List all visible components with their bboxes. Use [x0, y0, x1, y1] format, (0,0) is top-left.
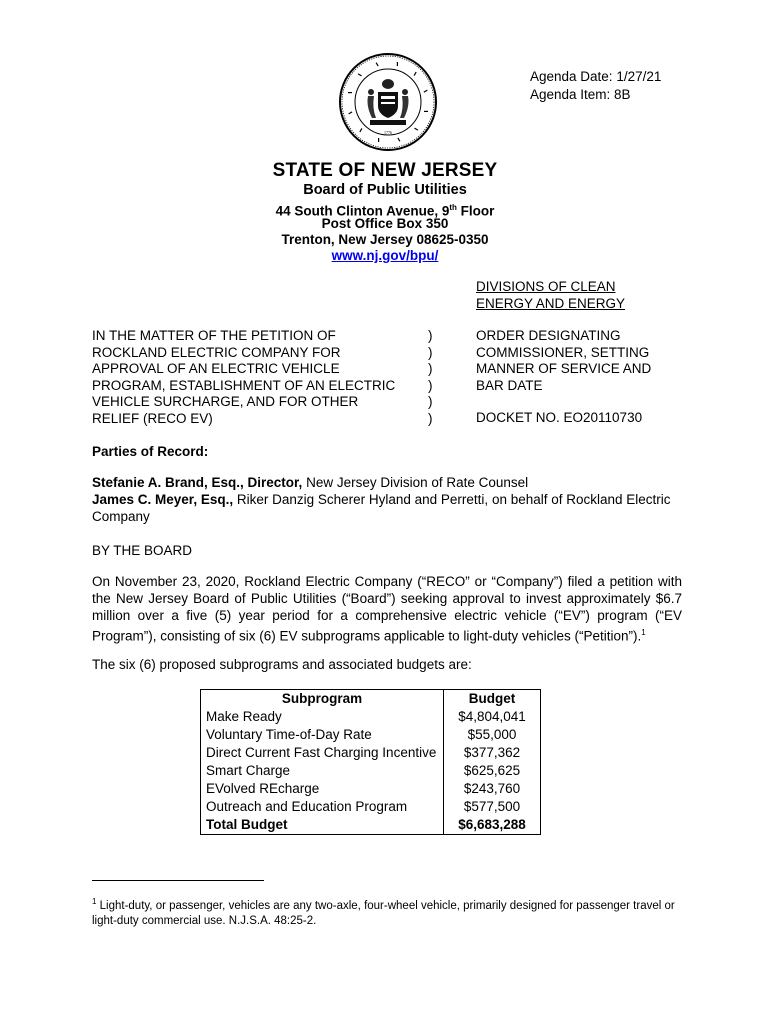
- board-address: 44 South Clinton Avenue, 9th Floor: [275, 203, 495, 219]
- paragraph-subprograms: The six (6) proposed subprograms and associated budgets are:: [92, 657, 472, 672]
- table-row: Make Ready $4,804,041: [201, 708, 541, 726]
- parties-heading: Parties of Record:: [92, 444, 209, 459]
- table-header-row: [201, 690, 541, 709]
- footnote: $^1$ Light-duty, or passenger, vehicles are any two-axle, four-wheel vehicle, primarily designed for passenger travel or light-duty commercial use. N.J.S.A. 48:25-2.: [92, 897, 675, 927]
- state-seal: [338, 52, 438, 152]
- party-rockland-counsel: James C. Meyer, Esq., Riker Danzig Scherer Hyland and Perretti, on behalf of Rockland Electric Company: [92, 492, 671, 524]
- caption-brackets: ) ) ) ) ) ): [428, 328, 433, 426]
- table-row: Direct Current Fast Charging Incentive $377,362: [201, 744, 541, 762]
- seal-icon: [338, 52, 438, 152]
- budget-table: [200, 689, 541, 835]
- case-caption: IN THE MATTER OF THE PETITION OF ROCKLAND ELECTRIC COMPANY FOR APPROVAL OF AN ELECTRIC VEHICLE PROGRAM, ESTABLISHMENT OF AN ELECTRIC VEHICLE SURCHARGE, AND FOR OTHER RELIEF (RECO EV): [92, 328, 396, 426]
- order-title: ORDER DESIGNATING COMMISSIONER, SETTING MANNER OF SERVICE AND BAR DATE: [476, 328, 652, 393]
- column-header-budget: Budget: [444, 690, 541, 709]
- footnote-ref[interactable]: 1: [641, 628, 646, 637]
- column-header-subprogram: Subprogram: [201, 690, 444, 709]
- agenda-item: Agenda Item: 8B: [530, 87, 631, 102]
- by-the-board: BY THE BOARD: [92, 543, 193, 558]
- table-row: EVolved REcharge $243,760: [201, 780, 541, 798]
- division-label: DIVISIONS OF CLEAN ENERGY AND ENERGY: [476, 279, 626, 311]
- agenda-date: Agenda Date: 1/27/21: [530, 69, 662, 84]
- website-link[interactable]: www.nj.gov/bpu/: [331, 248, 439, 263]
- page-title: STATE OF NEW JERSEY: [272, 160, 498, 181]
- po-box: Post Office Box 350: [321, 216, 449, 231]
- board-name: Board of Public Utilities: [303, 182, 467, 198]
- table-row: Smart Charge $625,625: [201, 762, 541, 780]
- docket-number: DOCKET NO. EO20110730: [476, 410, 643, 425]
- table-total-row: Total Budget $6,683,288: [201, 816, 541, 835]
- agenda-block: [530, 68, 661, 104]
- paragraph-petition: On November 23, 2020, Rockland Electric Company (“RECO” or “Company”) filed a petition with the New Jersey Board of Public Utilities (“Board”) seeking approval to invest approximately $6.7 million over a five (5) year period for a comprehensive electric vehicle (“EV”) program (“EV Program”), consisting of six (6) EV subprograms applicable to light-duty vehicles (“Petition”).$^1$: [92, 574, 682, 644]
- svg-text:1776: 1776: [384, 130, 392, 135]
- city-line: Trenton, New Jersey 08625-0350: [281, 232, 489, 247]
- table-row: Voluntary Time-of-Day Rate $55,000: [201, 726, 541, 744]
- footnote-divider: [92, 880, 264, 881]
- table-row: Outreach and Education Program $577,500: [201, 798, 541, 816]
- party-rate-counsel: Stefanie A. Brand, Esq., Director, New Jersey Division of Rate Counsel: [92, 475, 529, 490]
